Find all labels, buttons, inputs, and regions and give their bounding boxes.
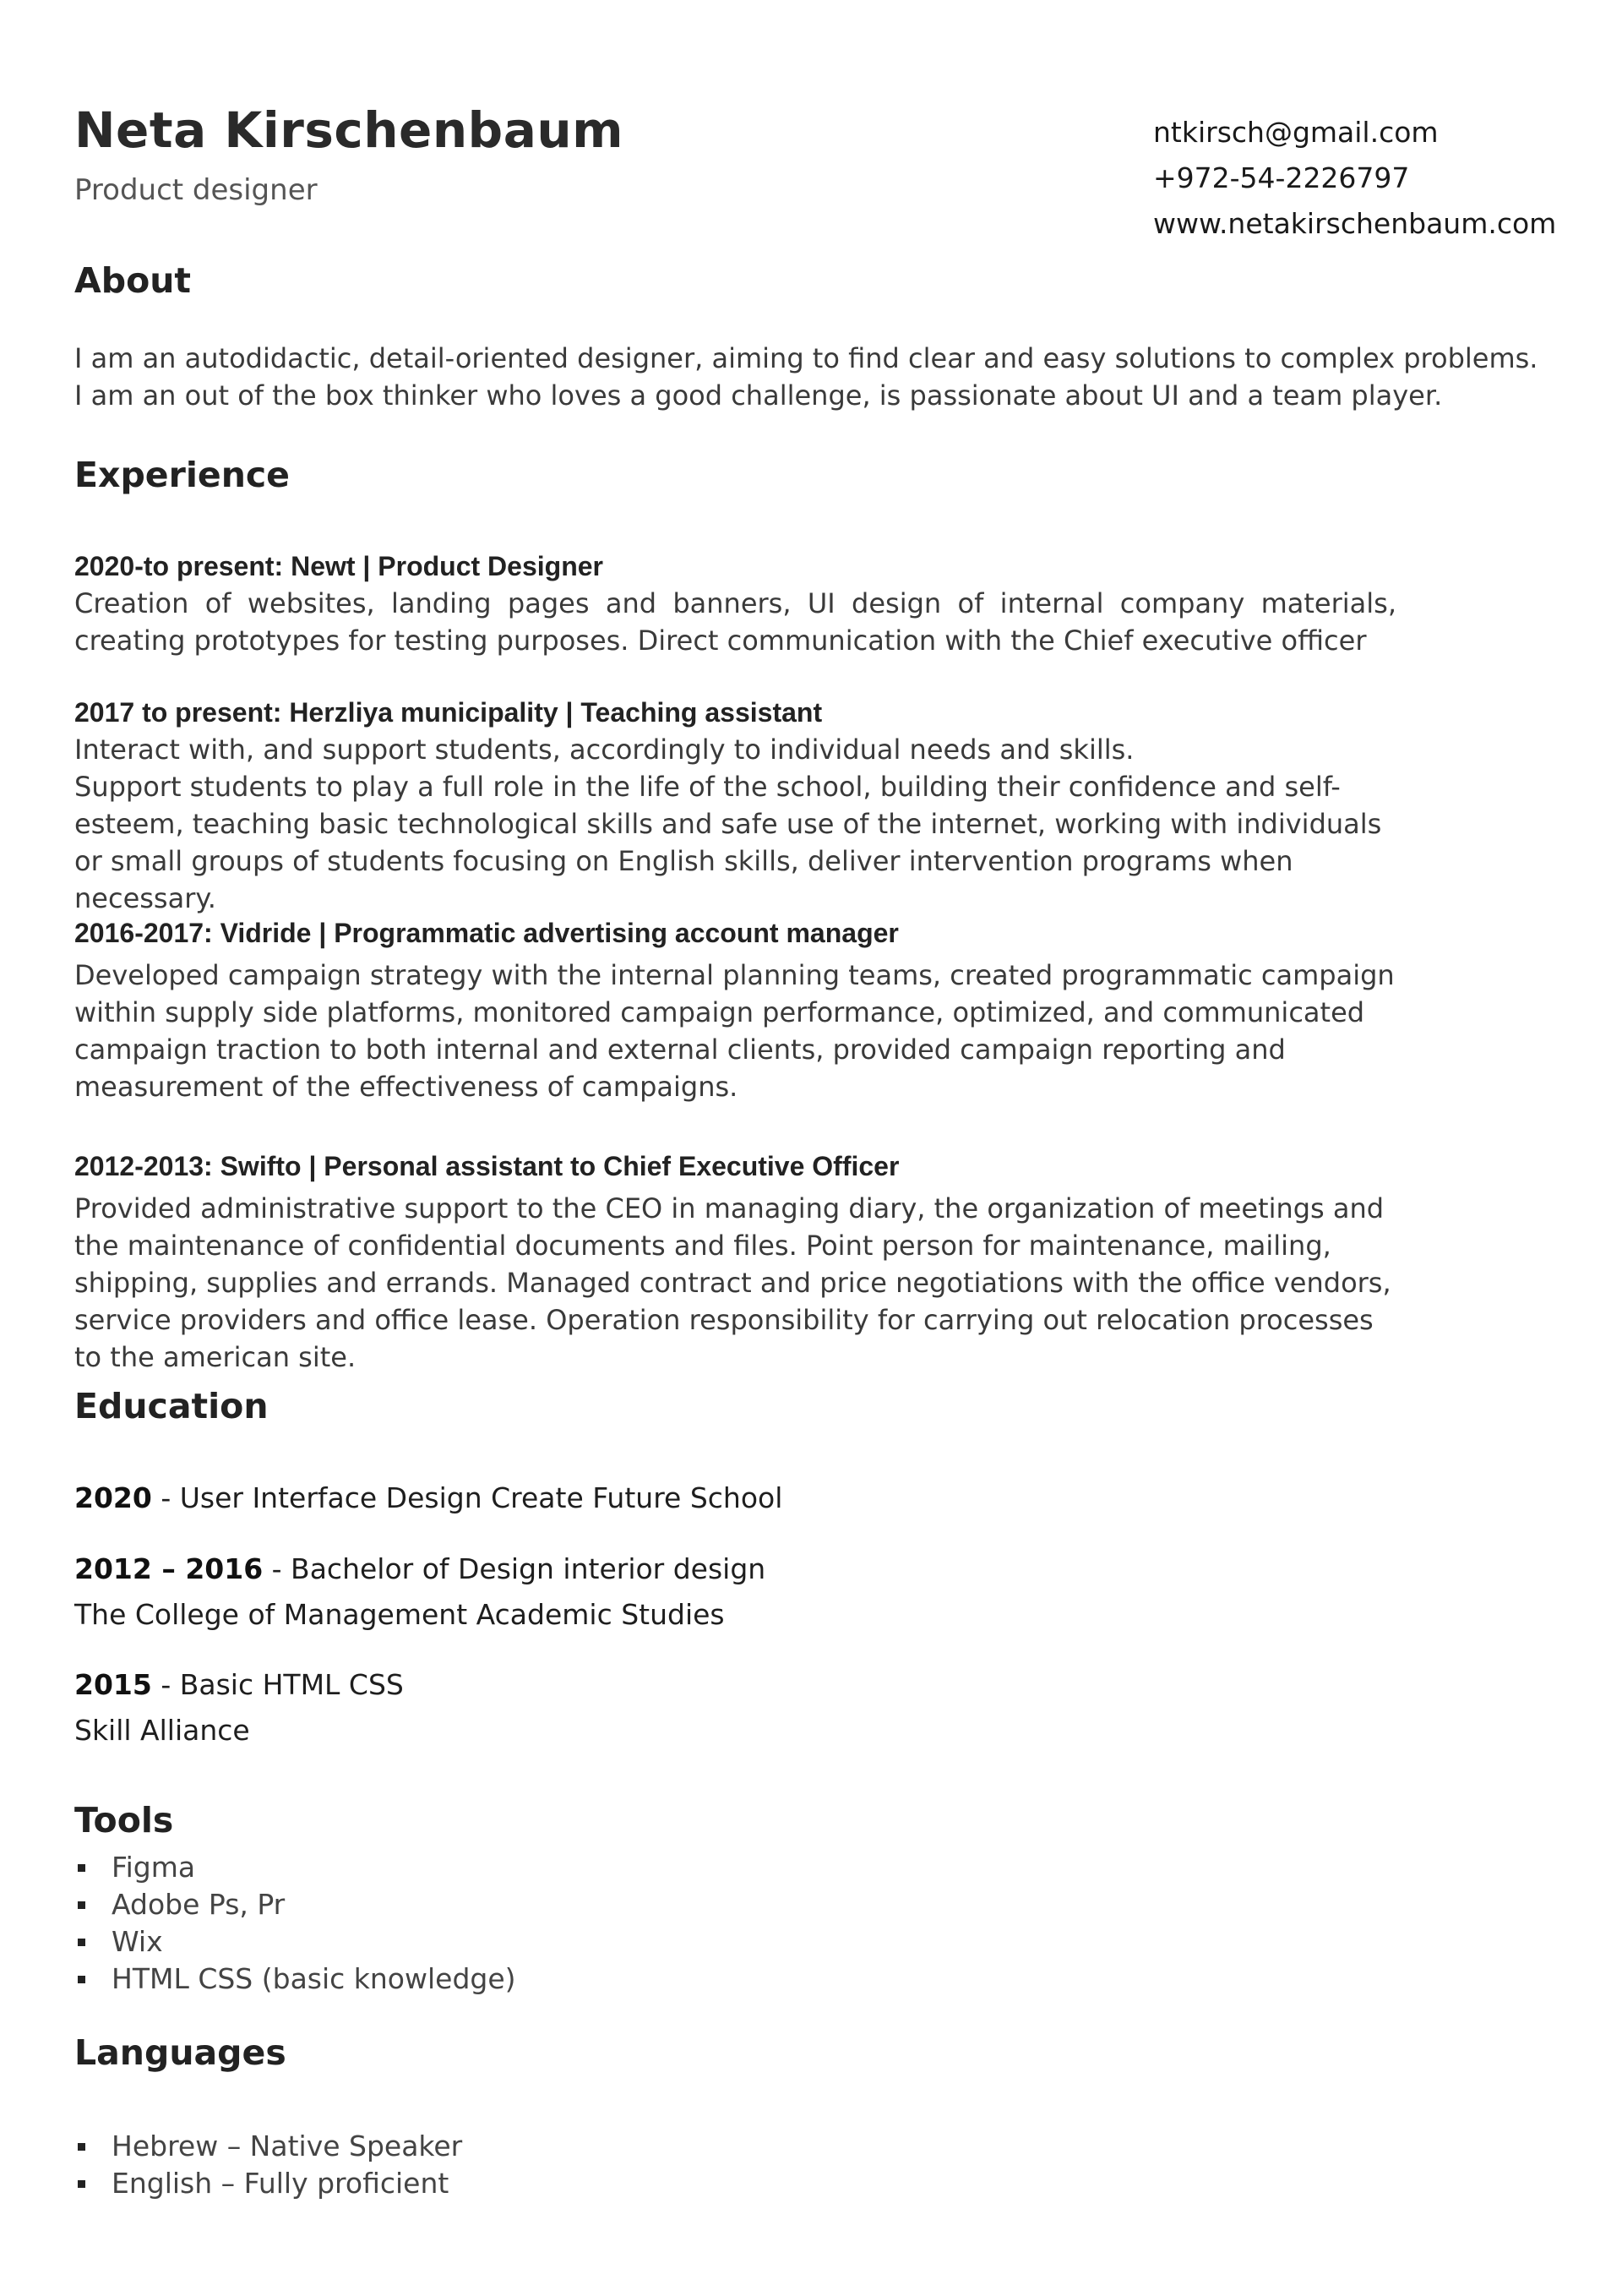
education-year-3: 2015 bbox=[74, 1668, 152, 1701]
about-text bbox=[74, 340, 1538, 414]
list-item bbox=[74, 1849, 516, 1886]
list-item bbox=[74, 2165, 462, 2202]
experience-heading: Experience bbox=[74, 455, 290, 495]
about-line-1: I am an autodidactic, detail-oriented designer, aiming to find clear and easy solutions to complex problems. bbox=[74, 342, 1538, 374]
job-title-4: 2012-2013: Swifto | Personal assistant to Chief Executive Officer bbox=[74, 1151, 900, 1181]
education-item-1 bbox=[74, 1481, 782, 1514]
tool-label: Wix bbox=[112, 1925, 163, 1958]
education-text-2: - Bachelor of Design interior design bbox=[263, 1552, 766, 1585]
education-school-3: Skill Alliance bbox=[74, 1714, 250, 1747]
about-line-2: I am an out of the box thinker who loves a good challenge, is passionate about UI and a team player. bbox=[74, 379, 1443, 412]
job-description-1: Creation of websites, landing pages and banners, UI design of internal company materials, creating prototypes for testing purposes. Direct communication with the Chief executive officer bbox=[74, 587, 1396, 657]
languages-heading: Languages bbox=[74, 2032, 286, 2073]
bullet-icon bbox=[78, 1976, 85, 1983]
education-heading: Education bbox=[74, 1386, 269, 1426]
bullet-icon bbox=[78, 1864, 85, 1872]
job-description-2-line-1: Interact with, and support students, accordingly to individual needs and skills. bbox=[74, 734, 1135, 766]
education-school-2: The College of Management Academic Studies bbox=[74, 1598, 725, 1631]
education-item-3 bbox=[74, 1668, 404, 1701]
about-heading: About bbox=[74, 260, 192, 301]
languages-list bbox=[74, 2128, 462, 2202]
website-text: www.netakirschenbaum.com bbox=[1153, 207, 1557, 240]
phone-text: +972-54-2226797 bbox=[1153, 161, 1410, 194]
job-description-3: Developed campaign strategy with the internal planning teams, created programmatic campaign within supply side platforms, monitored campaign performance, optimized, and communicated campaign traction to both internal and external clients, provided campaign reporting and measurement of the effectiveness of campaigns. bbox=[74, 959, 1395, 1103]
education-year-1: 2020 bbox=[74, 1481, 152, 1514]
list-item bbox=[74, 1923, 516, 1961]
email-text: ntkirsch@gmail.com bbox=[1153, 116, 1439, 149]
bullet-icon bbox=[78, 2180, 85, 2188]
tool-label: HTML CSS (basic knowledge) bbox=[112, 1962, 516, 1995]
contact-block bbox=[1153, 110, 1556, 247]
candidate-name: Neta Kirschenbaum bbox=[74, 101, 624, 159]
bullet-icon bbox=[78, 2143, 85, 2151]
candidate-role: Product designer bbox=[74, 173, 318, 207]
job-description-2 bbox=[74, 731, 1396, 917]
list-item bbox=[74, 2128, 462, 2165]
tool-label: Figma bbox=[112, 1851, 196, 1884]
education-item-2 bbox=[74, 1552, 765, 1585]
tool-label: Adobe Ps, Pr bbox=[112, 1888, 286, 1921]
job-description-4: Provided administrative support to the CEO in managing diary, the organization of meetings and the maintenance of confidential documents and files. Point person for maintenance, mailing, shipping, supplies and errands. Managed contract and price negotiations with the office vendors, service providers and office lease. Operation responsibility for carrying out relocation processes to the american site. bbox=[74, 1192, 1391, 1373]
job-title-2: 2017 to present: Herzliya municipality | Teaching assistant bbox=[74, 697, 823, 728]
job-description-2-line-2: Support students to play a full role in the life of the school, building their confidence and self-esteem, teaching basic technological skills and safe use of the internet, working with individuals or small groups of students focusing on English skills, deliver intervention programs when necessary. bbox=[74, 771, 1382, 914]
language-label: English – Fully proficient bbox=[112, 2167, 449, 2200]
language-label: Hebrew – Native Speaker bbox=[112, 2130, 463, 2162]
list-item bbox=[74, 1961, 516, 1998]
list-item bbox=[74, 1886, 516, 1923]
job-title-1: 2020-to present: Newt | Product Designer bbox=[74, 551, 603, 581]
tools-heading: Tools bbox=[74, 1800, 174, 1841]
bullet-icon bbox=[78, 1939, 85, 1946]
tools-list bbox=[74, 1849, 516, 1998]
education-text-3: - Basic HTML CSS bbox=[151, 1668, 404, 1701]
education-year-2: 2012 – 2016 bbox=[74, 1552, 264, 1585]
bullet-icon bbox=[78, 1901, 85, 1909]
job-title-3: 2016-2017: Vidride | Programmatic advertising account manager bbox=[74, 918, 899, 948]
education-text-1: - User Interface Design Create Future School bbox=[151, 1481, 783, 1514]
